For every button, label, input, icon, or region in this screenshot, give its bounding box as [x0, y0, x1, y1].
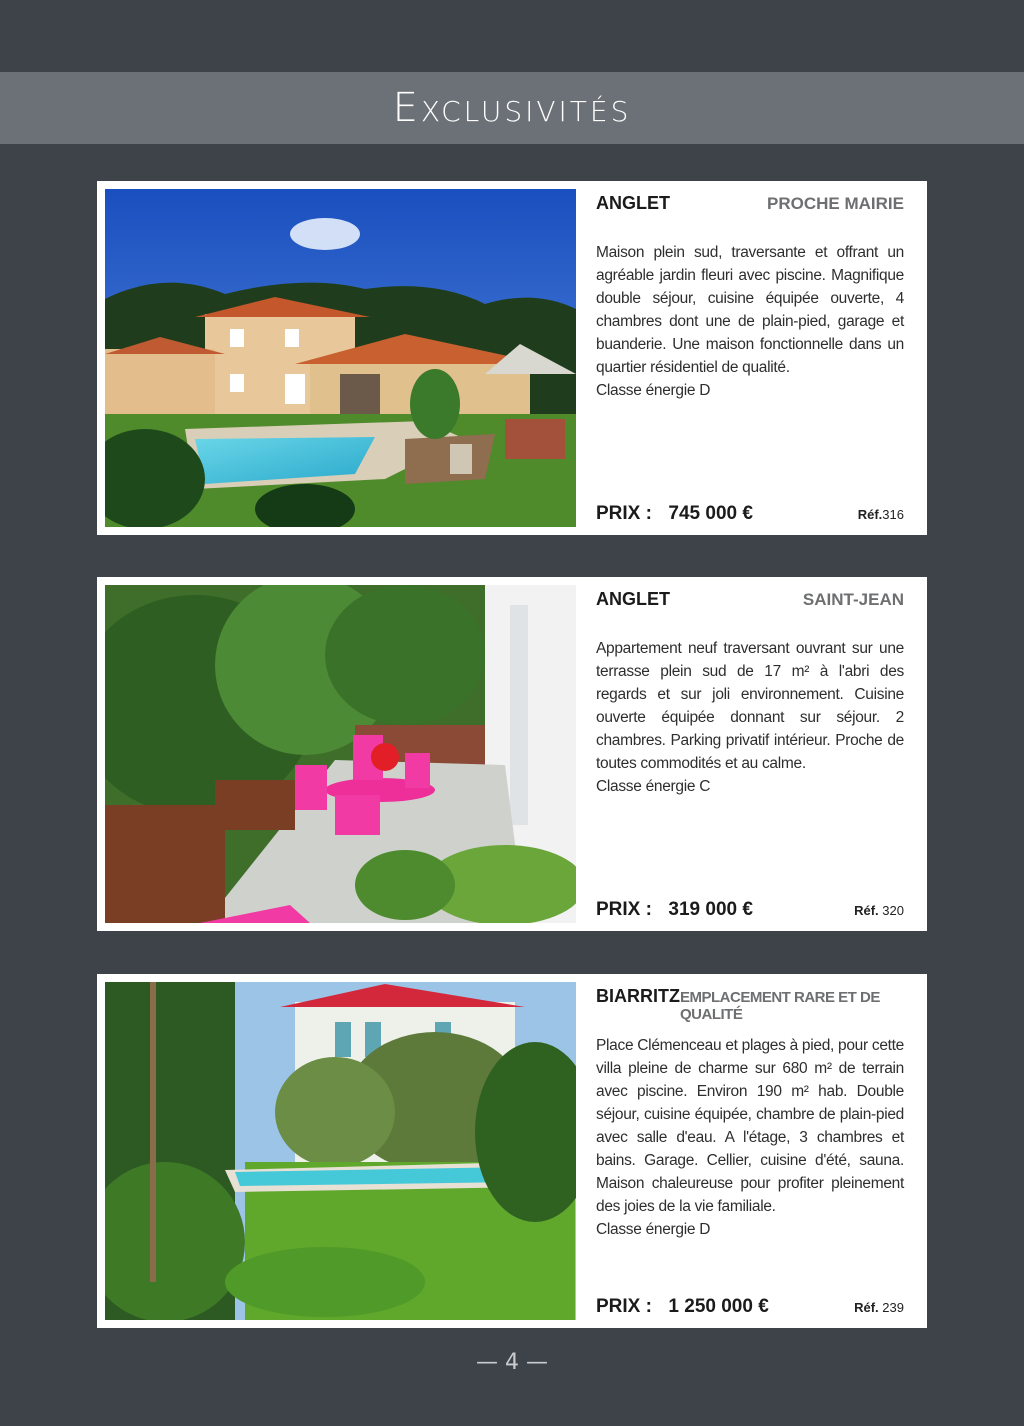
listing-location: PROCHE MAIRIE: [767, 194, 904, 213]
listing-energy-class: Classe énergie C: [596, 778, 711, 795]
ref-label: Réf.: [857, 506, 883, 522]
listing-city: ANGLET: [596, 193, 670, 213]
listing-card[interactable]: [97, 974, 927, 1328]
listing-description: Maison plein sud, traversante et offrant un agréable jardin fleuri avec piscine. Magnifique double séjour, cuisine équipée ouverte, 4 chambres dont une de plain-pied, garage et buanderie. Une maison fonctionnelle dans un quartier résidentiel de qualité.: [596, 244, 904, 376]
listing-ref: [854, 903, 904, 918]
listing-photo-villa-garden: [105, 982, 576, 1320]
ref-label: Réf.: [854, 902, 879, 918]
ref-number: 239: [882, 1299, 904, 1315]
listing-info: [596, 982, 904, 1320]
listing-city: ANGLET: [596, 589, 670, 609]
listing-energy-class: Classe énergie D: [596, 1221, 711, 1238]
ref-number: 320: [882, 902, 904, 918]
listing-city: BIARRITZ: [596, 986, 680, 1006]
listing-price: 319 000 €: [668, 899, 753, 920]
page-title: Exclusivités: [392, 85, 632, 131]
listing-card[interactable]: [97, 181, 927, 535]
page-number: — 4 —: [476, 1350, 548, 1375]
listing-ref: [858, 507, 904, 522]
listing-info: [596, 585, 904, 923]
listing-energy-class: Classe énergie D: [596, 382, 711, 399]
ref-number: 316: [882, 506, 904, 522]
listing-photo-house-pool: [105, 189, 576, 527]
listing-location: SAINT-JEAN: [802, 590, 904, 609]
listing-ref: [854, 1300, 904, 1315]
price-label: PRIX :: [596, 899, 652, 920]
price-label: PRIX :: [596, 503, 652, 524]
listing-photo-terrace: [105, 585, 576, 923]
listing-info: [596, 189, 904, 527]
listing-location: EMPLACEMENT RARE ET DE QUALITÉ: [680, 989, 880, 1023]
header-banner: [0, 72, 1024, 144]
listing-description: Place Clémenceau et plages à pied, pour cette villa pleine de charme sur 680 m² de terrain avec piscine. Environ 190 m² hab. Double séjour, cuisine équipée, chambre de plain-pied avec salle d'eau. A l'étage, 3 chambres et bains. Garage. Cellier, cuisine d'été, sauna. Maison chaleureuse pour profiter pleinement des joies de la vie familiale.: [596, 1037, 904, 1215]
listing-description: Appartement neuf traversant ouvrant sur une terrasse plein sud de 17 m² à l'abri des regards et sur joli environnement. Cuisine ouverte équipée donnant sur séjour. 2 chambres. Parking privatif intérieur. Proche de toutes commodités et au calme.: [596, 640, 904, 772]
ref-label: Réf.: [854, 1299, 879, 1315]
listing-card[interactable]: [97, 577, 927, 931]
listing-price: 1 250 000 €: [668, 1296, 769, 1317]
listing-price: 745 000 €: [668, 503, 753, 524]
price-label: PRIX :: [596, 1296, 652, 1317]
